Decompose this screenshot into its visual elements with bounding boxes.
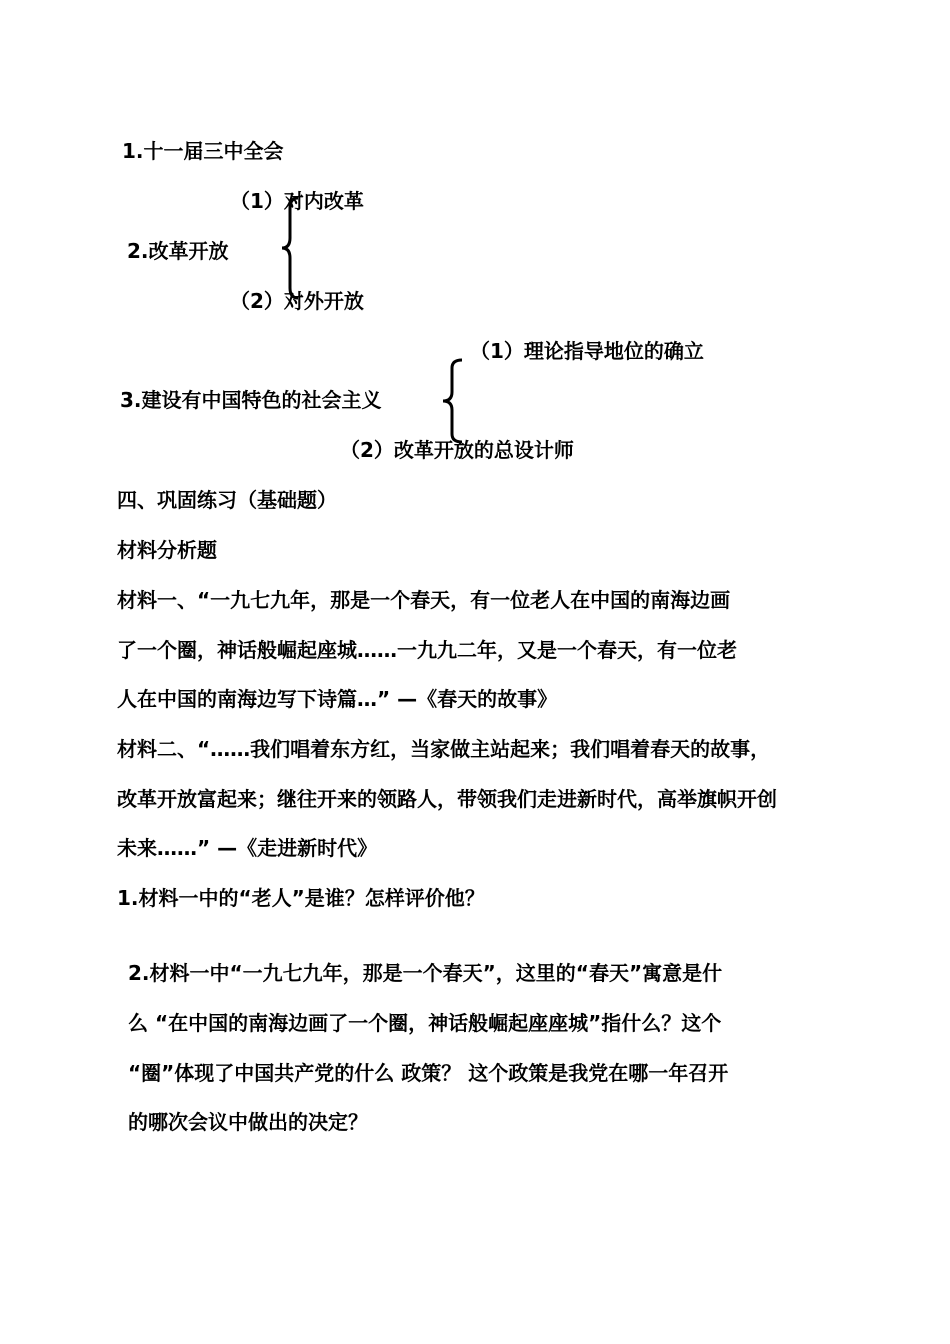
- question-2-line: “圈”体现了中国共产党的什么 政策？ 这个政策是我党在哪一年召开: [128, 1061, 729, 1085]
- outline-item-3-sub-1: （1）理论指导地位的确立: [470, 339, 704, 363]
- section-subheading: 材料分析题: [117, 538, 217, 562]
- outline-item-1: 1.十一届三中全会: [122, 139, 284, 163]
- outline-item-2-sub-2: （2）对外开放: [230, 289, 364, 313]
- material-1-line: 人在中国的南海边写下诗篇…” —《春天的故事》: [117, 687, 558, 711]
- outline-item-2-label: 2.改革开放: [127, 239, 229, 263]
- material-2-line: 改革开放富起来；继往开来的领路人，带领我们走进新时代，高举旗帜开创: [117, 787, 777, 811]
- brace-icon: [280, 196, 304, 300]
- question-2-line: 么 “在中国的南海边画了一个圈，神话般崛起座座城”指什么？这个: [128, 1011, 722, 1035]
- outline-item-3-label: 3.建设有中国特色的社会主义: [120, 388, 382, 412]
- question-2-line: 的哪次会议中做出的决定？: [128, 1110, 368, 1134]
- outline-item-3-sub-2: （2）改革开放的总设计师: [340, 438, 574, 462]
- material-2-line: 未来……” —《走进新时代》: [117, 836, 378, 860]
- outline-item-2-sub-1: （1）对内改革: [230, 189, 364, 213]
- material-1-line: 了一个圈，神话般崛起座城……一九九二年，又是一个春天，有一位老: [117, 638, 737, 662]
- question-1: 1.材料一中的“老人”是谁？怎样评价他？: [117, 886, 485, 910]
- question-2-line: 2.材料一中“一九七九年，那是一个春天”，这里的“春天”寓意是什: [128, 961, 723, 985]
- section-heading: 四、巩固练习（基础题）: [117, 488, 337, 512]
- material-1-line: 材料一、“一九七九年，那是一个春天，有一位老人在中国的南海边画: [117, 588, 731, 612]
- brace-icon: [440, 358, 466, 444]
- material-2-line: 材料二、“……我们唱着东方红，当家做主站起来；我们唱着春天的故事，: [117, 737, 771, 761]
